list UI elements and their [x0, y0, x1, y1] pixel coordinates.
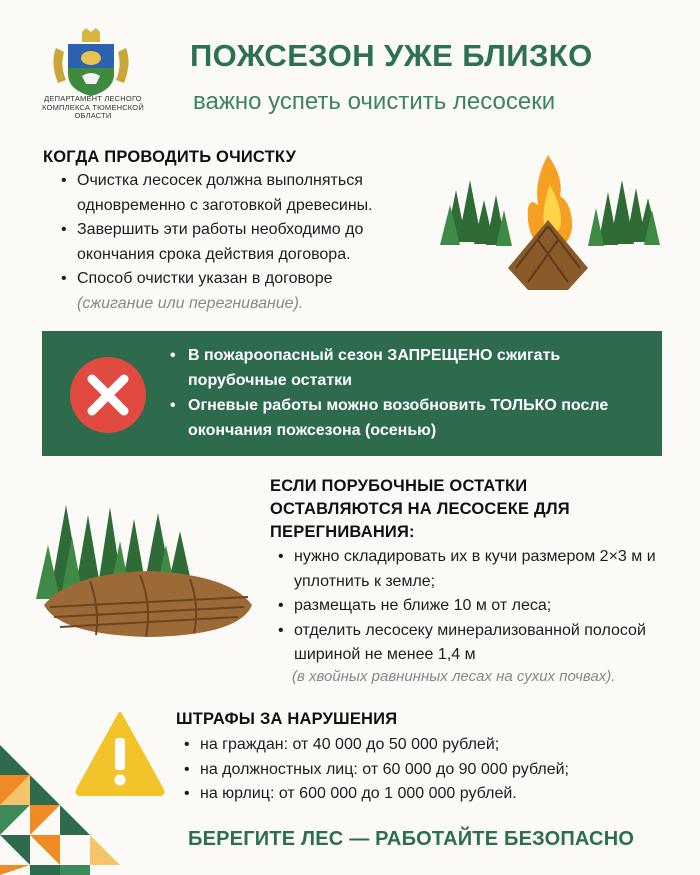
when-section	[43, 148, 443, 316]
list-item: • на граждан: от 40 000 до 50 000 рублей;	[178, 733, 678, 758]
method-note: (сжигание или перегнивание).	[77, 294, 304, 312]
page-subtitle: важно успеть очистить лесосеки	[193, 88, 556, 115]
when-list	[55, 169, 443, 316]
list-item: • на юрлиц: от 600 000 до 1 000 000 рублей.	[178, 782, 678, 807]
department-name: ДЕПАРТАМЕНТ ЛЕСНОГО КОМПЛЕКСА ТЮМЕНСКОЙ ОБЛАСТИ	[42, 94, 144, 120]
list-item: • Огневые работы можно возобновить ТОЛЬКО после окончания пожсезона (осенью)	[160, 393, 650, 443]
leftovers-note: (в хвойных равнинных лесах на сухих почвах).	[292, 668, 616, 685]
list-item: • нужно складировать их в кучи размером 2×3 м и уплотнить к земле;	[272, 545, 672, 594]
when-heading: КОГДА ПРОВОДИТЬ ОЧИСТКУ	[43, 148, 297, 166]
list-item: • Очистка лесосек должна выполняться одновременно с заготовкой древесины.	[55, 169, 443, 218]
list-item-text: Способ очистки указан в договоре	[77, 270, 333, 287]
list-item: • отделить лесосеку минерализованной полосой шириной не менее 1,4 м	[272, 619, 672, 668]
footer-slogan: БЕРЕГИТЕ ЛЕС — РАБОТАЙТЕ БЕЗОПАСНО	[188, 828, 635, 850]
prohibit-x-icon	[68, 355, 148, 435]
fines-list	[178, 733, 678, 807]
leftovers-list	[272, 545, 672, 668]
decorative-corner-pattern	[0, 745, 130, 875]
list-item: • на должностных лиц: от 60 000 до 90 000 рублей;	[178, 758, 678, 783]
coat-of-arms-icon	[46, 28, 136, 98]
list-item: • размещать не ближе 10 м от леса;	[272, 594, 672, 619]
page-title: ПОЖСЕЗОН УЖЕ БЛИЗКО	[190, 38, 593, 73]
list-item	[55, 267, 443, 316]
campfire-illustration	[438, 150, 660, 296]
list-item: • В пожароопасный сезон ЗАПРЕЩЕНО сжигать порубочные остатки	[160, 343, 650, 393]
brush-pile-illustration	[30, 485, 262, 650]
fines-heading: ШТРАФЫ ЗА НАРУШЕНИЯ	[176, 710, 398, 728]
prohibition-list	[160, 343, 650, 443]
leftovers-heading: ЕСЛИ ПОРУБОЧНЫЕ ОСТАТКИ ОСТАВЛЯЮТСЯ НА ЛЕСОСЕКЕ ДЛЯ ПЕРЕГНИВАНИЯ:	[270, 477, 570, 541]
list-item: • Завершить эти работы необходимо до окончания срока действия договора.	[55, 218, 443, 267]
